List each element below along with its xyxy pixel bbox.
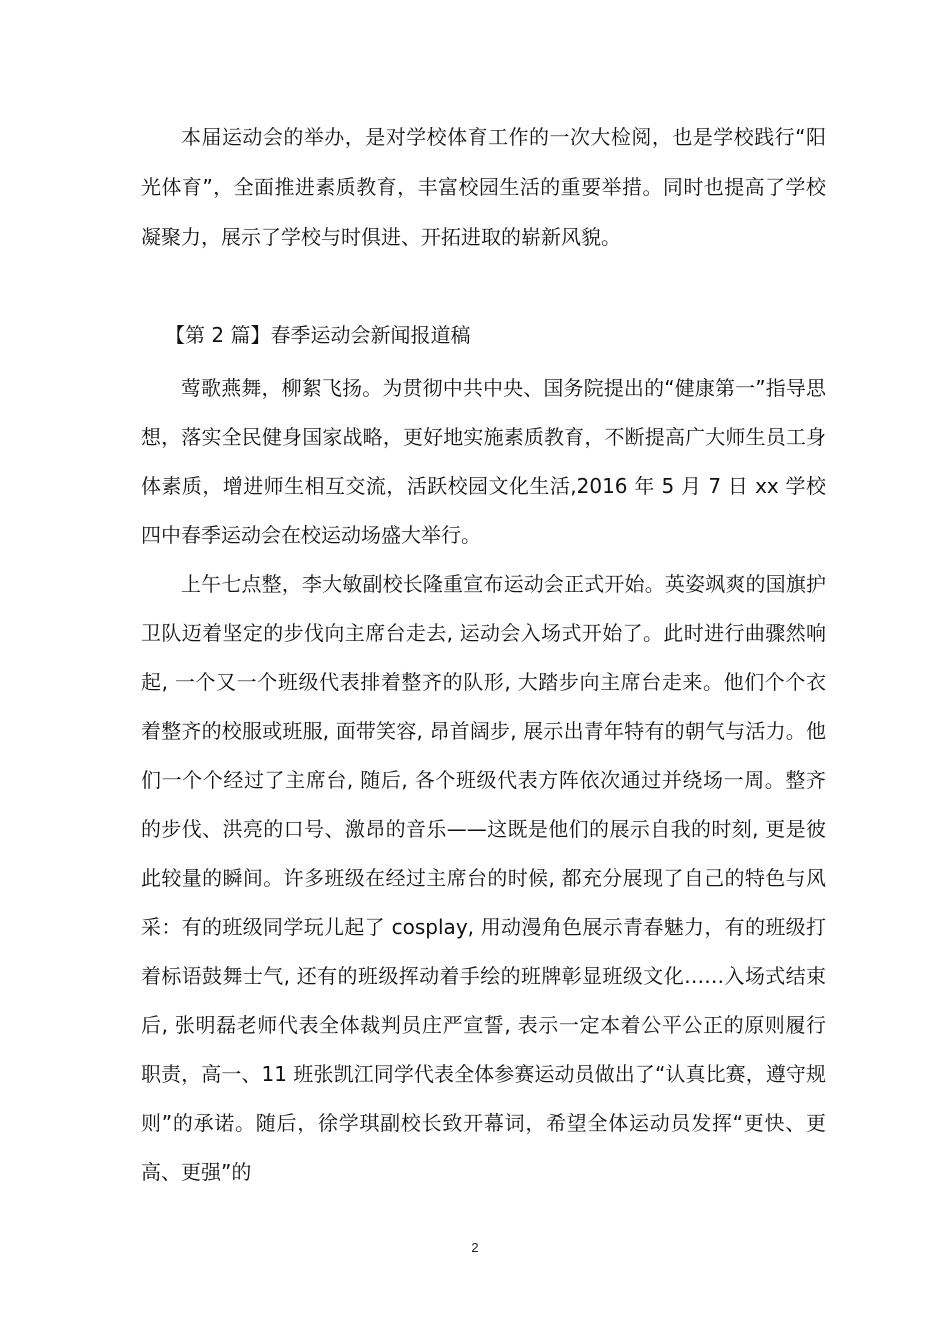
section-heading: 【第 2 篇】春季运动会新闻报道稿 <box>165 323 471 347</box>
paragraph-conclusion: 本届运动会的举办，是对学校体育工作的一次大检阅，也是学校践行“阳光体育”，全面推进素质教育，丰富校园生活的重要举措。同时也提高了学校凝聚力，展示了学校与时俱进、开拓进取的崭新风貌。 <box>141 125 826 249</box>
page-number: 2 <box>471 1240 479 1255</box>
paragraph-intro: 莺歌燕舞，柳絮飞扬。为贯彻中共中央、国务院提出的“健康第一”指导思想，落实全民健身国家战略，更好地实施素质教育，不断提高广大师生员工身体素质，增进师生相互交流，活跃校园文化生活,2016 年 5 月 7 日 xx 学校四中春季运动会在校运动场盛大举行。 <box>141 376 826 547</box>
paragraph-opening-ceremony: 上午七点整，李大敏副校长隆重宣布运动会正式开始。英姿飒爽的国旗护卫队迈着坚定的步伐向主席台走去, 运动会入场式开始了。此时进行曲骤然响起, 一个又一个班级代表排着整齐的队形, 大踏步向主席台走来。他们个个衣着整齐的校服或班服, 面带笑容, 昂首阔步, 展示出青年特有的朝气与活力。他们一个个经过了主席台, 随后, 各个班级代表方阵依次通过并绕场一周。整齐的步伐、洪亮的口号、激昂的音乐——这既是他们的展示自我的时刻, 更是彼此较量的瞬间。许多班级在经过主席台的时候, 都充分展现了自己的特色与风采：有的班级同学玩儿起了 cosplay, 用动漫角色展示青春魅力，有的班级打着标语鼓舞士气, 还有的班级挥动着手绘的班牌彰显班级文化……入场式结束后, 张明磊老师代表全体裁判员庄严宣誓, 表示一定本着公平公正的原则履行职责，高一、11 班张凯江同学代表全体参赛运动员做出了“认真比赛，遵守规则”的承诺。随后，徐学琪副校长致开幕词，希望全体运动员发挥“更快、更高、更强”的 <box>141 572 826 1184</box>
